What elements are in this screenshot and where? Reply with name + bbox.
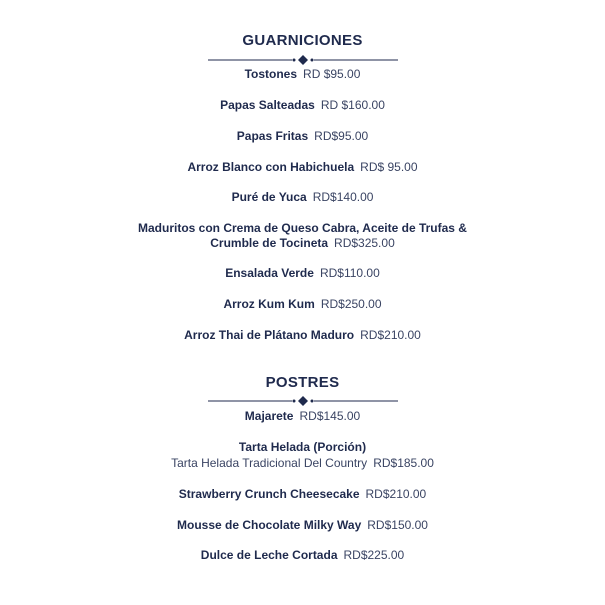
item-name: Arroz Thai de Plátano Maduro (184, 328, 355, 342)
item-price: RD$225.00 (343, 548, 405, 562)
item-price: RD$145.00 (299, 409, 361, 423)
menu-item (0, 487, 605, 502)
menu-item (0, 328, 605, 343)
menu-item (0, 409, 605, 424)
menu-item (0, 98, 605, 113)
item-price: RD $160.00 (320, 98, 385, 112)
item-price: RD$150.00 (367, 518, 428, 532)
item-name: Dulce de Leche Cortada (200, 548, 338, 562)
item-name: Strawberry Crunch Cheesecake (178, 487, 360, 501)
menu-item-continuation (0, 236, 605, 251)
item-name: Majarete (244, 409, 294, 423)
section-title-guarniciones: GUARNICIONES (242, 32, 363, 49)
menu-item (0, 129, 605, 144)
section-title-postres: POSTRES (265, 374, 340, 391)
item-price: RD$140.00 (312, 190, 374, 204)
item-name: Tarta Helada (Porción) (238, 440, 367, 454)
menu-item (0, 297, 605, 312)
item-description: Tarta Helada Tradicional Del Country (171, 456, 368, 470)
item-name: Puré de Yuca (231, 190, 307, 204)
item-name: Ensalada Verde (225, 266, 314, 280)
menu-item (0, 190, 605, 205)
item-price: RD$ 95.00 (360, 160, 418, 174)
menu-item (0, 67, 605, 82)
item-price: RD $95.00 (303, 67, 361, 81)
item-name: Maduritos con Crema de Queso Cabra, Aceite de Trufas & (138, 221, 467, 235)
item-name: Mousse de Chocolate Milky Way (177, 518, 362, 532)
menu-item (0, 440, 605, 455)
item-name: Arroz Blanco con Habichuela (187, 160, 355, 174)
menu-item (0, 160, 605, 175)
item-name: Papas Fritas (236, 129, 309, 143)
item-name: Arroz Kum Kum (223, 297, 315, 311)
divider-ornament-icon (208, 55, 398, 65)
menu-item (0, 221, 605, 236)
item-price: RD$210.00 (360, 328, 421, 342)
item-price: RD$210.00 (365, 487, 427, 501)
menu-item (0, 548, 605, 563)
item-name: Papas Salteadas (220, 98, 315, 112)
item-name-line2: Crumble de Tocineta (210, 236, 329, 250)
menu-item (0, 518, 605, 533)
menu-item-description (0, 456, 605, 471)
item-price: RD$95.00 (314, 129, 369, 143)
item-price: RD$110.00 (319, 266, 380, 280)
menu-item (0, 266, 605, 281)
item-name: Tostones (244, 67, 298, 81)
item-price: RD$325.00 (334, 236, 395, 250)
item-price: RD$185.00 (373, 456, 434, 470)
item-price: RD$250.00 (320, 297, 382, 311)
divider-ornament-icon (208, 396, 398, 406)
